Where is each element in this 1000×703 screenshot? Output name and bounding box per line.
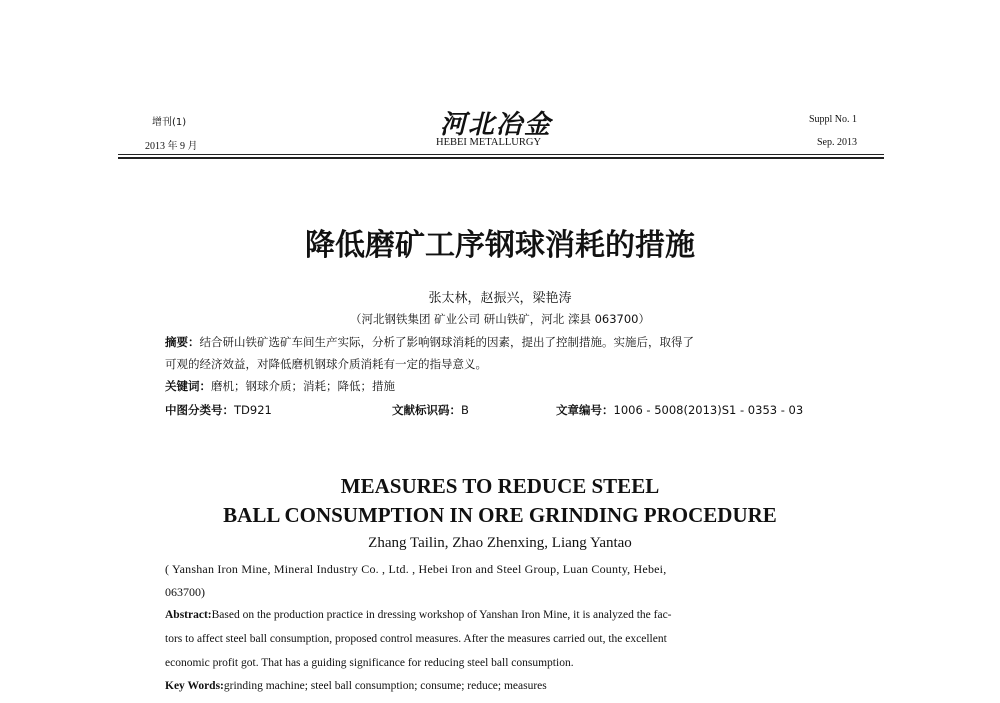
keywords-en: grinding machine; steel ball consumption; consume; reduce; measures: [223, 680, 547, 692]
date-label-en: Sep. 2013: [817, 137, 857, 148]
abstract-en-2: tors to affect steel ball consumption, proposed control measures. After the measures carried out, the excellent: [165, 633, 667, 645]
journal-logo-cn: 河北冶金: [440, 110, 553, 140]
keywords-label-en: Key Words:: [165, 680, 224, 692]
keywords-label-cn: 关键词：: [165, 379, 211, 393]
date-label-cn: 2013 年 9 月: [145, 141, 198, 152]
affiliation-en-2: 063700): [165, 585, 205, 599]
authors-en: Zhang Tailin, Zhao Zhenxing, Liang Yantao: [368, 535, 632, 551]
journal-name-en: HEBEI METALLURGY: [436, 137, 542, 148]
clc-label: 中图分类号：: [165, 403, 234, 417]
abstract-label-en: Abstract:: [165, 609, 212, 621]
doc-code-value: B: [461, 403, 469, 417]
clc-value: TD921: [234, 403, 272, 417]
abstract-cn-2: 可观的经济效益，对降低磨机钢球介质消耗有一定的指导意义。: [165, 357, 487, 371]
affiliation-en-1: ( Yanshan Iron Mine, Mineral Industry Co. , Ltd. , Hebei Iron and Steel Group, Luan County, Hebei,: [165, 562, 667, 576]
abstract-cn-1: 结合研山铁矿选矿车间生产实际，分析了影响钢球消耗的因素，提出了控制措施。实施后，取得了: [199, 335, 694, 349]
abstract-en-1: Based on the production practice in dressing workshop of Yanshan Iron Mine, it is analyzed the fac-: [211, 609, 672, 621]
abstract-label-cn: 摘要：: [165, 335, 200, 349]
article-no-value: 1006 - 5008(2013)S1 - 0353 - 03: [613, 403, 804, 417]
authors-cn: 张太林，赵振兴，梁艳涛: [428, 291, 572, 306]
header-rule-thick: [118, 157, 884, 159]
issue-label: 增刊(1): [152, 117, 187, 128]
header-rule: [118, 154, 884, 155]
affiliation-cn: （河北钢铁集团 矿业公司 研山铁矿，河北 滦县 063700）: [349, 312, 651, 326]
keywords-cn: 磨机；钢球介质；消耗；降低；措施: [211, 379, 395, 393]
title-en-1: MEASURES TO REDUCE STEEL: [340, 474, 660, 498]
title-cn: 降低磨矿工序钢球消耗的措施: [305, 228, 695, 263]
suppl-label: Suppl No. 1: [808, 114, 857, 125]
doc-code-label: 文献标识码：: [392, 403, 461, 417]
article-no-label: 文章编号：: [556, 403, 614, 417]
title-en-2: BALL CONSUMPTION IN ORE GRINDING PROCEDURE: [223, 503, 777, 527]
abstract-en-3: economic profit got. That has a guiding significance for reducing steel ball consumption.: [165, 657, 574, 669]
